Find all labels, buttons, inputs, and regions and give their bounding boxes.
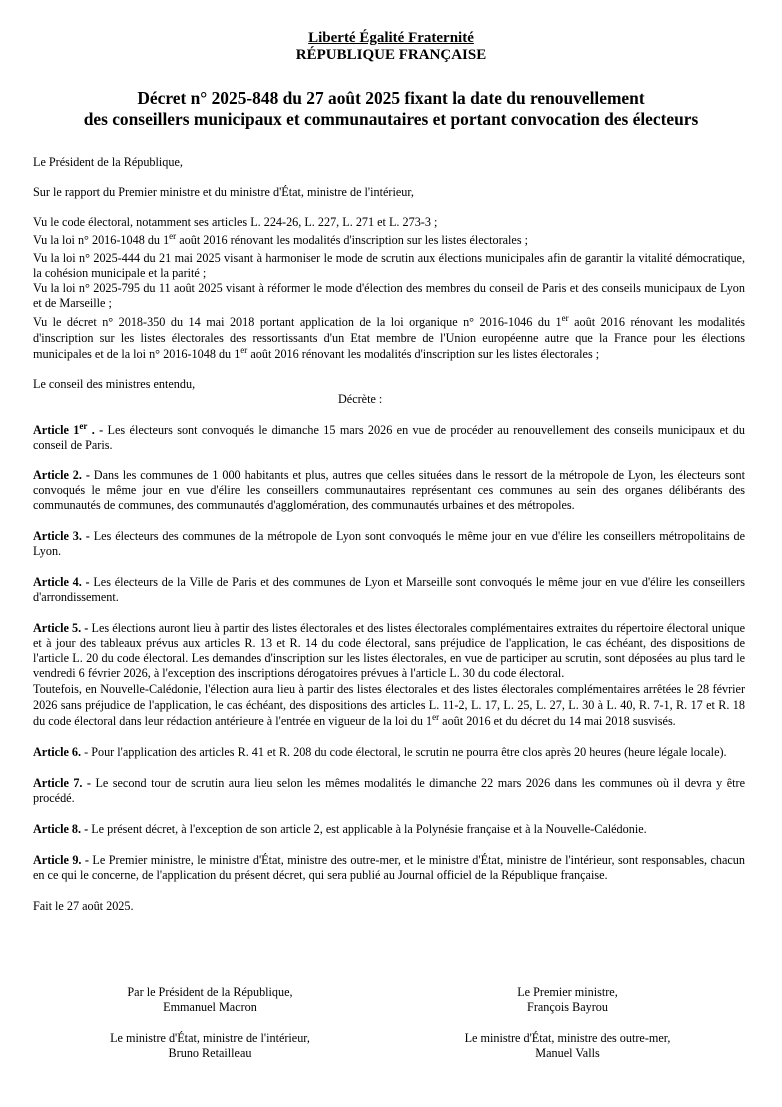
vu-decret-2018-350: Vu le décret n° 2018-350 du 14 mai 2018 portant application de la loi organique n° 2016-1046 du 1er août 2016 rénovant les modalités d'inscription sur les listes électorales des ressortissants d'un Etat membre de l'Union européenne autre que la France pour les élections municipales et de la loi n° 2016-1048 du 1er août 2016 rénovant les modalités d'inscription sur les listes électorales ; bbox=[33, 313, 745, 361]
republic-name: RÉPUBLIQUE FRANÇAISE bbox=[295, 47, 487, 63]
decree-title bbox=[40, 88, 742, 130]
vu-loi-2016-1048: Vu la loi n° 2016-1048 du 1er août 2016 rénovant les modalités d'inscription sur les listes électorales ; bbox=[33, 231, 529, 247]
vu-loi-2025-444: Vu la loi n° 2025-444 du 21 mai 2025 visant à harmoniser le mode de scrutin aux élections municipales afin de garantir la vitalité démocratique, la cohésion municipale et la parité ; bbox=[33, 251, 745, 280]
article-9: Article 9. - Le Premier ministre, le ministre d'État, ministre des outre-mer, et le ministre d'État, ministre de l'intérieur, sont responsables, chacun en ce qui le concerne, de l'application du présent décret, qui sera publié au Journal officiel de la République française. bbox=[33, 853, 745, 882]
article-1: Article 1er . - Les électeurs sont convoqués le dimanche 15 mars 2026 en vue de procéder au renouvellement des conseils municipaux et du conseil de Paris. bbox=[33, 421, 745, 452]
title-line-1: Décret n° 2025-848 du 27 août 2025 fixant la date du renouvellement bbox=[137, 88, 645, 108]
article-6: Article 6. - Pour l'application des articles R. 41 et R. 208 du code électoral, le scrutin ne pourra être clos après 20 heures (heure légale locale). bbox=[33, 745, 727, 759]
signature-president bbox=[60, 985, 360, 1015]
signature-title: Le ministre d'État, ministre des outre-mer, bbox=[464, 1031, 671, 1045]
article-2: Article 2. - Dans les communes de 1 000 habitants et plus, autres que celles situées dans le ressort de la métropole de Lyon, les électeurs sont convoqués le même jour en vue d'élire les conseillers communautaires représentant ces communes au sein des organes délibérants des communautés de communes, des communautés d'agglomération, des communautés urbaines et des métropoles. bbox=[33, 468, 745, 512]
preamble-president: Le Président de la République, bbox=[33, 155, 183, 169]
signature-premier-ministre bbox=[430, 985, 705, 1015]
article-8: Article 8. - Le présent décret, à l'exception de son article 2, est applicable à la Polynésie française et à la Nouvelle-Calédonie. bbox=[33, 822, 647, 836]
signature-name: François Bayrou bbox=[527, 1000, 608, 1014]
republic-motto: Liberté Égalité Fraternité bbox=[308, 30, 474, 46]
decree-body bbox=[33, 155, 745, 914]
vu-loi-2025-795: Vu la loi n° 2025-795 du 11 août 2025 visant à réformer le mode d'élection des membres du conseil de Paris et des conseils municipaux de Lyon et de Marseille ; bbox=[33, 281, 745, 310]
article-5-nouvelle-caledonie: Toutefois, en Nouvelle-Calédonie, l'élection aura lieu à partir des listes électorales et des listes électorales complémentaires arrêtées le 28 février 2026 sans préjudice de l'application, le cas échéant, des dispositions des articles L. 11-2, L. 17, L. 25, L. 27, L. 30 à L. 40, R. 7-1, R. 17 et R. 18 du code électoral dans leur rédaction antérieure à l'entrée en vigueur de la loi du 1er août 2016 et du décret du 14 mai 2018 susvisés. bbox=[33, 682, 745, 728]
signature-title: Par le Président de la République, bbox=[127, 985, 293, 999]
decrete-heading: Décrète : bbox=[338, 392, 383, 406]
header bbox=[0, 30, 782, 64]
signature-ministre-interieur bbox=[60, 1031, 360, 1061]
preamble-rapport: Sur le rapport du Premier ministre et du ministre d'État, ministre de l'intérieur, bbox=[33, 185, 414, 199]
vu-code-electoral: Vu le code électoral, notamment ses articles L. 224-26, L. 227, L. 271 et L. 273-3 ; bbox=[33, 215, 438, 229]
signature-ministre-outre-mer bbox=[430, 1031, 705, 1061]
signature-title: Le Premier ministre, bbox=[517, 985, 618, 999]
signature-title: Le ministre d'État, ministre de l'intérieur, bbox=[110, 1031, 310, 1045]
article-5: Article 5. - Les élections auront lieu à partir des listes électorales et des listes électorales complémentaires extraites du répertoire électoral unique et à jour des tableaux prévus aux articles R. 13 et R. 14 du code électoral, sans préjudice de l'application, le cas échéant, des dispositions de l'article L. 20 du code électoral. Les demandes d'inscription sur les listes électorales, en vue de participer au scrutin, sont déposées au plus tard le vendredi 6 février 2026, à l'exception des inscriptions dérogatoires prévues à l'article L. 30 du code électoral. bbox=[33, 621, 746, 680]
conseil-ministres: Le conseil des ministres entendu, bbox=[33, 377, 196, 391]
article-4: Article 4. - Les électeurs de la Ville de Paris et des communes de Lyon et Marseille sont convoqués le même jour en vue d'élire les conseillers d'arrondissement. bbox=[33, 575, 745, 604]
closing-date: Fait le 27 août 2025. bbox=[33, 899, 134, 913]
article-7: Article 7. - Le second tour de scrutin aura lieu selon les mêmes modalités le dimanche 22 mars 2026 dans les communes où il devra y être procédé. bbox=[33, 776, 745, 805]
article-3: Article 3. - Les électeurs des communes de la métropole de Lyon sont convoqués le même jour en vue d'élire les conseillers métropolitains de Lyon. bbox=[33, 529, 745, 558]
title-line-2: des conseillers municipaux et communautaires et portant convocation des électeurs bbox=[83, 109, 699, 129]
signature-name: Bruno Retailleau bbox=[168, 1046, 252, 1060]
signature-name: Manuel Valls bbox=[535, 1046, 600, 1060]
signature-name: Emmanuel Macron bbox=[163, 1000, 257, 1014]
